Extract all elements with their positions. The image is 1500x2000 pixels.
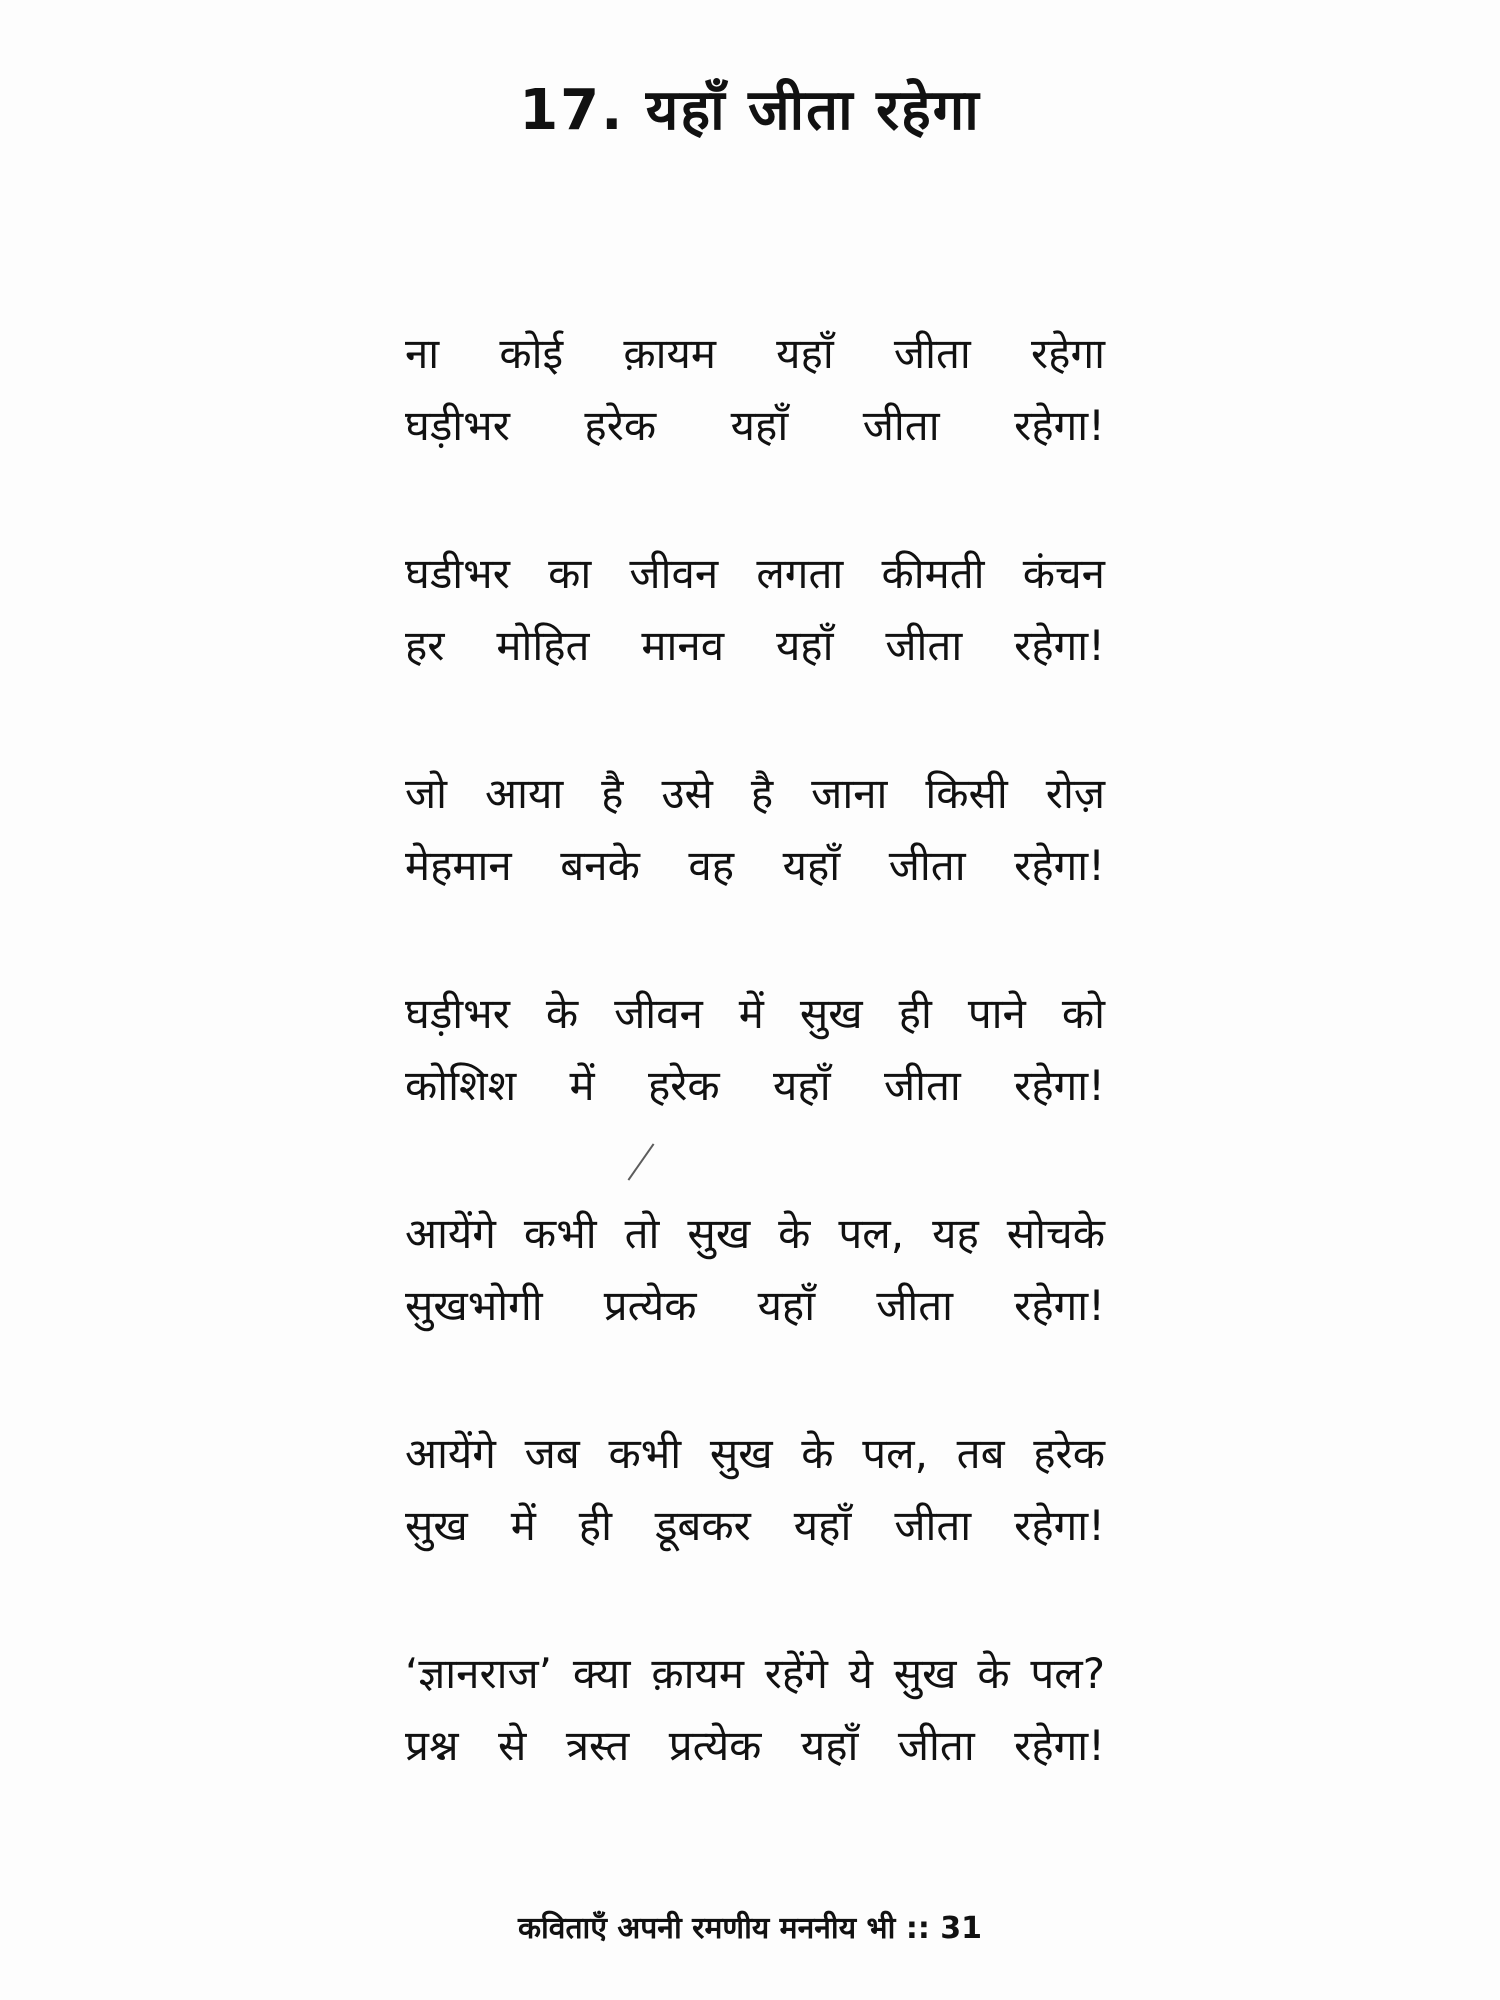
poem-line: कोशिश में हरेक यहाँ जीता रहेगा! <box>405 1061 1105 1110</box>
poem-title: 17. यहाँ जीता रहेगा <box>519 78 981 143</box>
poem-line: मेहमान बनके वह यहाँ जीता रहेगा! <box>405 841 1105 890</box>
poem-line: प्रश्न से त्रस्त प्रत्येक यहाँ जीता रहेगा! <box>405 1721 1105 1770</box>
poem-line: आयेंगे जब कभी सुख के पल, तब हरेक <box>405 1429 1105 1478</box>
poem-line: ना कोई क़ायम यहाँ जीता रहेगा <box>405 329 1105 378</box>
stanza-1 <box>405 318 1105 462</box>
page-footer: कविताएँ अपनी रमणीय मननीय भी :: 31 <box>517 1911 983 1946</box>
stanza-3 <box>405 758 1105 902</box>
poem-line: घड़ीभर हरेक यहाँ जीता रहेगा! <box>405 401 1105 450</box>
poem-line: घड़ीभर के जीवन में सुख ही पाने को <box>405 989 1105 1038</box>
poem-line: सुखभोगी प्रत्येक यहाँ जीता रहेगा! <box>405 1281 1105 1330</box>
stanza-5 <box>405 1198 1105 1342</box>
poem-line: जो आया है उसे है जाना किसी रोज़ <box>405 769 1105 818</box>
stanza-4 <box>405 978 1105 1122</box>
poem-line: ‘ज्ञानराज’ क्या क़ायम रहेंगे ये सुख के पल? <box>405 1649 1105 1698</box>
stanza-2 <box>405 538 1105 682</box>
poem-line: आयेंगे कभी तो सुख के पल, यह सोचके <box>405 1209 1105 1258</box>
stanza-6 <box>405 1418 1105 1562</box>
poem-body <box>405 318 1105 1858</box>
poem-line: हर मोहित मानव यहाँ जीता रहेगा! <box>405 621 1105 670</box>
stanza-7 <box>405 1638 1105 1782</box>
poem-line: सुख में ही डूबकर यहाँ जीता रहेगा! <box>405 1501 1105 1550</box>
poem-line: घडीभर का जीवन लगता कीमती कंचन <box>405 549 1105 598</box>
